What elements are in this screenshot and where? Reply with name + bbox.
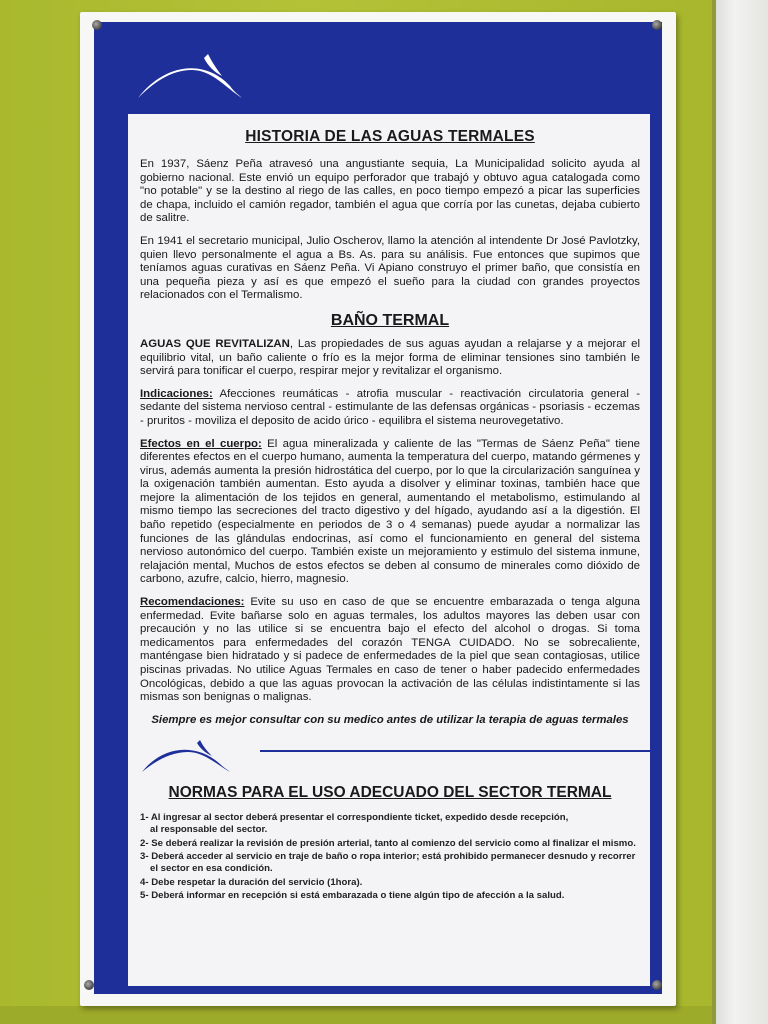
indicaciones-text: Afecciones reumáticas - atrofia muscular - reactivación circulatoria general - sedante del sistema nervioso central - estimulante de las defensas orgánicas - psoriasis - eczemas - pruritos - moviliza el deposito de acido úrico - equilibra el sistema neurovegetativo.: [140, 387, 640, 427]
dolphin-wave-logo-top: [134, 46, 244, 106]
history-paragraph-2: En 1941 el secretario municipal, Julio Oscherov, llamo la atención al intendente Dr José Pavlotzky, quien llevo personalmente el agua a Bs. As. para su análisis. Fue entonces que supimos que teníamos aguas curativas en Sáenz Peña. Vi Apiano construyo el primer baño, que consistía en una pequeña pieza y así es que empezó el sueño para la ciudad con grandes proyectos relacionados con el Termalismo.: [140, 234, 640, 302]
screw: [652, 980, 662, 990]
efectos-paragraph: [140, 438, 640, 588]
divider-row: [140, 736, 640, 780]
consult-note: Siempre es mejor consultar con su medico antes de utilizar la terapia de aguas termales: [151, 713, 629, 726]
sign-board: [80, 12, 676, 1006]
revitalizan-paragraph: [140, 338, 640, 379]
content-panel: [128, 114, 650, 986]
revitalizan-text: , Las propiedades de sus aguas ayudan a relajarse y a mejorar el equilibrio vital, un baño caliente o frío es la mejor forma de eliminar tensiones sino también le servirá para tonificar el cuerpo, respirar mejor y revitalizar el organismo.: [140, 337, 640, 378]
norm-item: 1- Al ingresar al sector deberá presentar el correspondiente ticket, expedido desde recepción, al responsable del sector.: [140, 811, 569, 836]
norms-list: [140, 812, 640, 903]
norm-item: 3- Deberá acceder al servicio en traje de baño o ropa interior; está prohibido permanecer desnudo y recorrer el sector en esa condición.: [140, 851, 636, 875]
indicaciones-label: Indicaciones:: [140, 387, 213, 400]
history-title: HISTORIA DE LAS AGUAS TERMALES: [245, 128, 535, 145]
bath-title: BAÑO TERMAL: [330, 311, 450, 329]
recomendaciones-text: Evite su uso en caso de que se encuentre embarazada o tenga alguna enfermedad. Evite bañarse solo en aguas termales, los adultos mayores las deben usar con precaución y no las utilice si se encuentra bajo el efecto del alcohol o drogas. Si toma medicamentos para enfermedades del corazón TENGA CUIDADO. No se sobrecaliente, manténgase bien hidratado y si padece de enfermedades de la piel que sean contagiosas, utilice piscinas privadas. No utilice Aguas Termales en caso de tener o haber padecido enfermedades Oncológicas, debido a que las aguas provocan la activación de las células indistintamente si las mismas son benignas o malignas.: [140, 596, 640, 704]
divider-line: [260, 750, 652, 752]
recomendaciones-paragraph: [140, 596, 640, 705]
blue-frame: [94, 22, 662, 994]
screw: [92, 20, 102, 30]
revitalizan-label: AGUAS QUE REVITALIZAN: [140, 337, 290, 350]
indicaciones-paragraph: [140, 388, 640, 429]
wall-bottom: [0, 1006, 712, 1024]
white-wall-edge: [712, 0, 768, 1024]
dolphin-wave-logo-small: [140, 736, 232, 776]
efectos-text: El agua mineralizada y caliente de las "Termas de Sáenz Peña" tiene diferentes efectos en el cuerpo humano, aumenta la temperatura del cuerpo, matando gérmenes y virus, además aumenta la presión hidrostática del cuerpo, por lo que la circularización sanguínea y la oxigenación también aumentan. Esto ayuda a disolver y eliminar toxinas, también hace que mejore la alimentación de los tejidos en general, aumentando el metabolismo, estimulando al mismo tiempo las secreciones del tracto digestivo y del hígado, ayudando así a la digestión. El baño repetido (especialmente en periodos de 3 o 4 semanas) puede ayudar a normalizar las funciones de las glándulas endocrinas, así como el funcionamiento en general del sistema nervioso autonómico del cuerpo. También existe un mejoramiento y estimulo del sistema inmune, relajación mental, Muchos de estos efectos se deben al consumo de minerales como dióxido de carbono, azufre, calcio, hierro, magnesio.: [140, 437, 640, 586]
efectos-label: Efectos en el cuerpo:: [140, 437, 262, 450]
screw: [652, 20, 662, 30]
norm-item: 5- Deberá informar en recepción si está embarazada o tiene algún tipo de afección a la salud.: [140, 890, 565, 902]
screw: [84, 980, 94, 990]
history-paragraph-1: En 1937, Sáenz Peña atravesó una angustiante sequia, La Municipalidad solicito ayuda al gobierno nacional. Este envió un equipo perforador que trabajó y obtuvo agua catalogada como "no potable" y se la destino al riego de las calles, en poco tiempo empezó a picar las superficies de chapa, incluido el camión regador, también el agua que corría por las cunetas, dejaba cubierto de salitre.: [140, 158, 640, 225]
norm-item: 4- Debe respetar la duración del servicio (1hora).: [140, 876, 363, 888]
recomendaciones-label: Recomendaciones:: [140, 596, 245, 609]
norm-item: 2- Se deberá realizar la revisión de presión arterial, tanto al comienzo del servicio como al finalizar el mismo.: [140, 837, 636, 849]
norms-title: NORMAS PARA EL USO ADECUADO DEL SECTOR TERMAL: [168, 783, 612, 801]
